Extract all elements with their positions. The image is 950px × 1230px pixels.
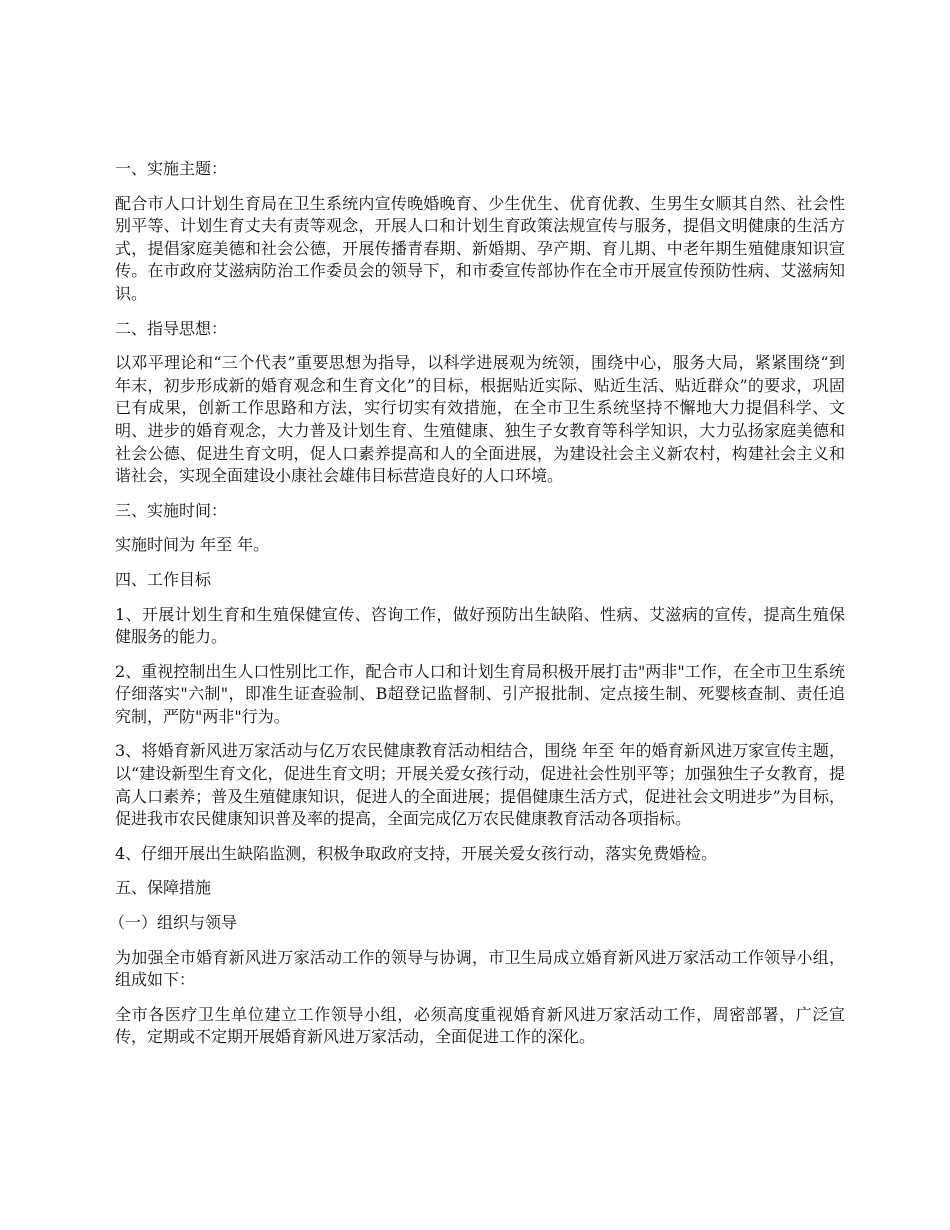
paragraph-time: 实施时间为 年至 年。 [115,535,270,555]
section-heading-measures: 五、保障措施 [115,878,212,898]
section-heading-goals: 四、工作目标 [115,569,212,589]
section-heading-guiding-ideology: 二、指导思想： [115,318,228,338]
paragraph-leadership-group: 为加强全市婚育新风进万家活动工作的领导与协调，市卫生局成立婚育新风进万家活动工作领导小组，组成如下： [115,947,845,990]
goal-item-1: 1、开展计划生育和生殖保健宣传、咨询工作，做好预防出生缺陷、性病、艾滋病的宣传，提高生殖保健服务的能力。 [115,604,845,647]
section-heading-theme: 一、实施主题： [115,159,228,178]
section-heading-time: 三、实施时间： [115,500,228,520]
paragraph-guiding-ideology: 以邓平理论和“三个代表”重要思想为指导，以科学进展观为统领，围绕中心，服务大局，紧紧围绕“到 年末，初步形成新的婚育观念和生育文化”的目标，根据贴近实际、贴近生活、贴近群众”的要求，巩固已有成果，创新工作思路和方法，实行切实有效措施，在全市卫生系统坚持不懈地大力提倡科学、文明、进步的婚育观念，大力普及计划生育、生殖健康、独生子女教育等科学知识，大力弘扬家庭美德和社会公德、促进生育文明，促人口素养提高和人的全面进展，为建设社会主义新农村，构建社会主义和谐社会，实现全面建设小康社会雄伟目标营造良好的人口环境。 [115,353,845,486]
goal-item-2: 2、重视控制出生人口性别比工作，配合市人口和计划生育局积极开展打击"两非"工作，在全市卫生系统仔细落实"六制"，即准生证查验制、B超登记监督制、引产报批制、定点接生制、死婴核查制、责任追究制，严防"两非"行为。 [115,661,845,726]
subsection-heading-organization: （一）组织与领导 [109,913,238,933]
paragraph-unit-groups: 全市各医疗卫生单位建立工作领导小组，必须高度重视婚育新风进万家活动工作，周密部署，广泛宣传，定期或不定期开展婚育新风进万家活动，全面促进工作的深化。 [115,1004,845,1047]
goal-item-4: 4、仔细开展出生缺陷监测，积极争取政府支持，开展关爱女孩行动，落实免费婚检。 [115,843,718,863]
document-body [109,158,845,1061]
paragraph-theme: 配合市人口计划生育局在卫生系统内宣传晚婚晚育、少生优生、优育优教、生男生女顺其自然、社会性别平等、计划生育丈夫有责等观念，开展人口和计划生育政策法规宣传与服务，提倡文明健康的生活方式，提倡家庭美德和社会公德，开展传播青春期、新婚期、孕产期、育儿期、中老年期生殖健康知识宣传。在市政府艾滋病防治工作委员会的领导下，和市委宣传部协作在全市开展宣传预防性病、艾滋病知识。 [115,193,845,303]
goal-item-3: 3、将婚育新风进万家活动与亿万农民健康教育活动相结合，围绕 年至 年的婚育新风进万家宣传主题，以“建设新型生育文化，促进生育文明；开展关爱女孩行动，促进社会性别平等；加强独生子女教育，提高人口素养；普及生殖健康知识，促进人的全面进展；提倡健康生活方式，促进社会文明进步”为目标，促进我市农民健康知识普及率的提高，全面完成亿万农民健康教育活动各项指标。 [115,741,845,829]
